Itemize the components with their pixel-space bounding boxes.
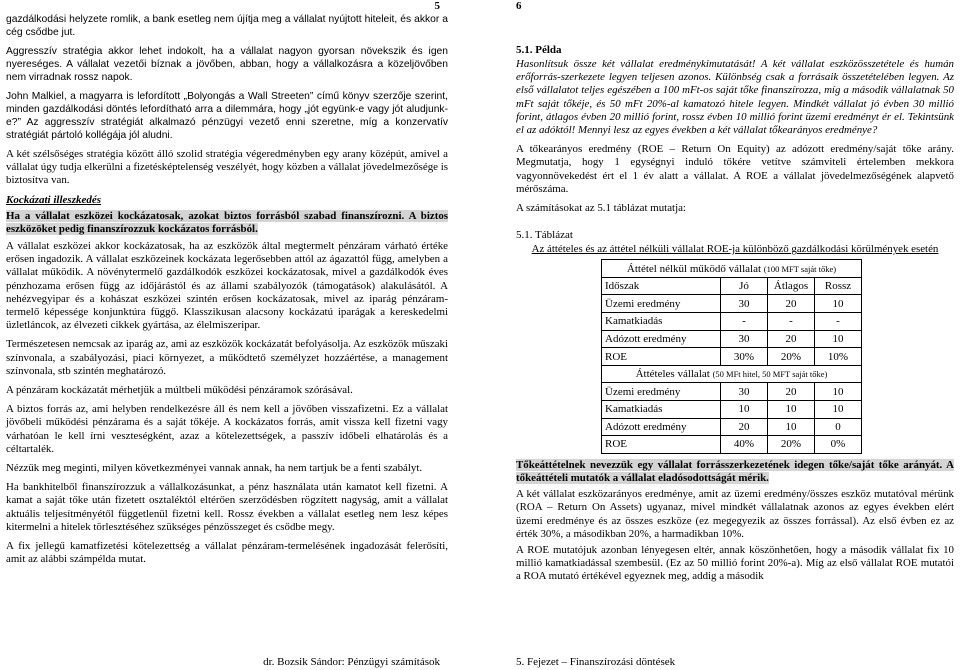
table-cell: 20	[768, 295, 815, 313]
table-cell: Átlagos	[768, 277, 815, 295]
table-cell: 20	[768, 330, 815, 348]
example-title: 5.1. Példa	[516, 44, 562, 56]
paragraph: gazdálkodási helyzete romlik, a bank esetleg nem újítja meg a vállalat nyújtott hiteleit, és akkor a cég csődbe jut.	[6, 14, 448, 38]
paragraph: A biztos forrás az, ami helyben rendelkezésre áll és nem kell a jövőben visszafizetni. Ez a vállalat jövőbeli működési pénzárama és a saját tőkéje. A kockázatos forrás, amit vissza kell fizetni vagy várhatóan le kell írni veszteségként, azaz a kötelezettségek, a passzív időbeli elhatárolás és a céltartalék.	[6, 403, 448, 455]
page-number: 5	[434, 0, 440, 12]
table-cell: 30	[721, 383, 768, 401]
table-section-header	[602, 365, 862, 383]
row-label: Kamatkiadás	[602, 400, 721, 418]
right-page-body	[516, 44, 954, 587]
paragraph: A vállalat eszközei akkor kockázatosak, ha az eszközök által megtermelt pénzáram várható értéke erősen ingadozik. A vállalat eszközeinek kockázata legerősebben attól az ágazattól függ, amelyben a vállalat működik. A növénytermelő gazdálkodók eszközei kockázatosak, mivel a gazdálkodók éves pénzhozama erősen függ az időjárástól és az állami szabályozók (támogatások) alakulásától. A nehézvegyipar és a kohászat eszközei szintén erősen kockázatosak, mivel az iparág pénzáram-termelő képessége konjunktúra függő. Klasszikusan alacsony kockázatú iparágak a kereskedelmi üzletláncok, az élvezeti cikkek gyártása, az élelmiszeripar.	[6, 240, 448, 332]
table-row	[602, 400, 862, 418]
row-label: ROE	[602, 348, 721, 366]
paragraph: A pénzáram kockázatát mérhetjük a múltbeli működési pénzáramok szórásával.	[6, 384, 353, 397]
paragraph: A két szélsőséges stratégia között álló szolid stratégia végeredményben egy arany középút, amivel a vállalat úgy tudja elkerülni a fizetésképtelenség veszélyét, hogy közben a vállalat jövedelmezősége is biztosítva van.	[6, 148, 448, 187]
table-cell: 40%	[721, 436, 768, 454]
table-row	[602, 295, 862, 313]
table-caption: Az áttételes és az áttétel nélküli vállalat ROE-ja különböző gazdálkodási körülmények esetén	[531, 243, 939, 256]
paragraph: A számításokat az 5.1 táblázat mutatja:	[516, 202, 686, 215]
table-cell: 10	[815, 330, 862, 348]
row-label: Üzemi eredmény	[602, 383, 721, 401]
section-title: Áttétel nélkül működő vállalat	[626, 262, 764, 275]
table-cell: 0	[815, 418, 862, 436]
table-cell: 30%	[721, 348, 768, 366]
table-cell: -	[768, 313, 815, 331]
table-cell: 20	[721, 418, 768, 436]
table-title: 5.1. Táblázat	[516, 229, 573, 242]
table-row	[602, 418, 862, 436]
table-section-2	[602, 365, 862, 383]
table-cell: 10	[721, 400, 768, 418]
row-label: Adózott eredmény	[602, 330, 721, 348]
table-row	[602, 277, 862, 295]
roe-table	[601, 259, 862, 454]
table-cell: 20%	[768, 436, 815, 454]
paragraph: Természetesen nemcsak az iparág az, ami az eszközök kockázatát befolyásolja. Az eszközök műszaki színvonala, a szabályozási, piaci környezet, a működtető személyzet hozzáértése, a management színvonala, stb szintén meghatározó.	[6, 338, 448, 377]
table-section-1	[602, 260, 862, 278]
paragraph: A ROE mutatójuk azonban lényegesen eltér, annak köszönhetően, hogy a második vállalat fix 10 millió kamatkiadással szembesül. (Ez az 50 millió forint 20%-a). Míg az első vállalat ROE mutatói a ROA mutató értékével egyeznek meg, addig a második	[516, 543, 954, 583]
section-subtitle: (100 MFT saját tőke)	[763, 263, 837, 274]
section-heading: Kockázati illeszkedés	[6, 193, 102, 206]
section-subtitle: (50 MFt hitel, 50 MFT saját tőke)	[712, 369, 828, 380]
section-title: Áttételes vállalat	[635, 368, 713, 381]
table-cell: -	[815, 313, 862, 331]
row-label: Adózott eredmény	[602, 418, 721, 436]
table-row	[602, 330, 862, 348]
table-cell: 10	[768, 418, 815, 436]
table-cell: 0%	[815, 436, 862, 454]
table-cell: 30	[721, 295, 768, 313]
table-cell: 10	[815, 383, 862, 401]
table-cell: -	[721, 313, 768, 331]
paragraph: A két vállalat eszközarányos eredménye, amit az üzemi eredmény/összes eszköz mutatóval mérünk (ROA – Return On Assets) ugyanaz, mivel mindkét vállalatnak azonos az egyes években elért üzemi eredménye és az összes eszköze (ez megegyezik az összes forrással). Az első évben ez az érték 30%, a másodikban 20%, a harmadikban 10%.	[516, 488, 954, 540]
table-section-header	[602, 260, 862, 278]
highlighted-definition	[516, 459, 954, 485]
left-page	[0, 0, 456, 670]
table-cell: 10	[815, 400, 862, 418]
table-cell: Jó	[721, 277, 768, 295]
table-row	[602, 313, 862, 331]
row-label: ROE	[602, 436, 721, 454]
example-text: Hasonlítsuk össze két vállalat eredménykimutatását! A két vállalat eszközösszetétele és humán erőforrás-szerkezete legyen teljesen azonos. Különbség csak a forrásaik összetételében legyen. Az első vállalatot teljes egészében a 100 mFt-os saját tőke finanszírozza, míg a második vállalatnak 50 mFt saját tőkéje, és 50 mFt 20%-al kamatozó hitele legyen. Mindkét vállalat jó évben 30 millió forint, átlagos évben 20 millió forint, rossz évben 10 millió forint üzemi eredményt ér el. Tekintsünk el az adóktól! Mennyi lesz az egyes években a két vállalat tőkearányos eredménye?	[516, 58, 954, 137]
right-page	[510, 0, 960, 670]
row-label: Üzemi eredmény	[602, 295, 721, 313]
paragraph: A fix jellegű kamatfizetési kötelezettség a vállalat pénzáram-termelésének ingadozását felerősíti, amit az alábbi számpélda mutat.	[6, 540, 448, 566]
highlight-text: Tőkeáttételnek nevezzük egy vállalat forrásszerkezetének idegen tőke/saját tőke arányát. A tőkeáttételi mutatók a vállalat eladósodottságát mérik.	[516, 458, 954, 484]
paragraph: Aggresszív stratégia akkor lehet indokolt, ha a vállalat nagyon gyorsan növekszik és igen nyereséges. A vállalat vezetői bíznak a jövőben, abban, hogy a vállalkozásra a közeljövőben nem virradnak rossz napok.	[6, 46, 448, 83]
table-row	[602, 348, 862, 366]
table-row	[602, 436, 862, 454]
row-label: Időszak	[602, 277, 721, 295]
paragraph: Nézzük meg meginti, milyen következményei vannak annak, ha nem tartjuk be a fenti szabályt.	[6, 462, 423, 475]
table-cell: 20%	[768, 348, 815, 366]
table-cell: 10	[768, 400, 815, 418]
table-cell: 10%	[815, 348, 862, 366]
page-number: 6	[516, 0, 522, 12]
page-footer: dr. Bozsik Sándor: Pénzügyi számítások	[263, 656, 440, 668]
table-cell: 20	[768, 383, 815, 401]
paragraph: A tőkearányos eredmény (ROE – Return On Equity) az adózott eredmény/saját tőke arány. Megmutatja, hogy 1 egységnyi induló tőkére vetítve számviteli értelemben mekkora vagyonnövekedést ért el 1 év alatt a vállalat. A ROE a vállalat jövedelmezőségének alapvető mérőszáma.	[516, 143, 954, 195]
highlighted-rule	[6, 210, 448, 236]
highlight-text: Ha a vállalat eszközei kockázatosak, azokat biztos forrásból szabad finanszírozni. A biztos eszközöket pedig finanszírozzuk kockázatos forrásból.	[6, 209, 448, 235]
row-label: Kamatkiadás	[602, 313, 721, 331]
table-cell: 30	[721, 330, 768, 348]
table-row	[602, 383, 862, 401]
paragraph: John Malkiel, a magyarra is lefordított „Bolyongás a Wall Streeten” című könyv szerzője szerint, minden gazdálkodási döntés lefordítható arra a dilemmára, hogy „jót együnk-e vagy jót aludjunk-e?” Az aggresszív stratégiát alkalmazó pénzügyi vezető enni szeretne, míg a konzervatív stratégiát pártoló kollégája jól aludni.	[6, 91, 448, 141]
table-cell: 10	[815, 295, 862, 313]
page-footer: 5. Fejezet – Finanszírozási döntések	[516, 656, 676, 668]
table-cell: Rossz	[815, 277, 862, 295]
paragraph: Ha bankhitelből finanszírozzuk a vállalkozásunkat, a pénz használata után kamatot kell fizetni. A kamat a saját tőke után fizetett osztaléktól eltérően szerződésben rögzített nagyság, amit a vállalat aktuális teljesítményétől függetlenül fizetni kell. Rossz években a vállalat esetleg nem lesz képes kitermelni a hitelek törlesztéséhez szükséges pénzösszeget és csődbe megy.	[6, 481, 448, 533]
left-page-body	[6, 13, 448, 572]
